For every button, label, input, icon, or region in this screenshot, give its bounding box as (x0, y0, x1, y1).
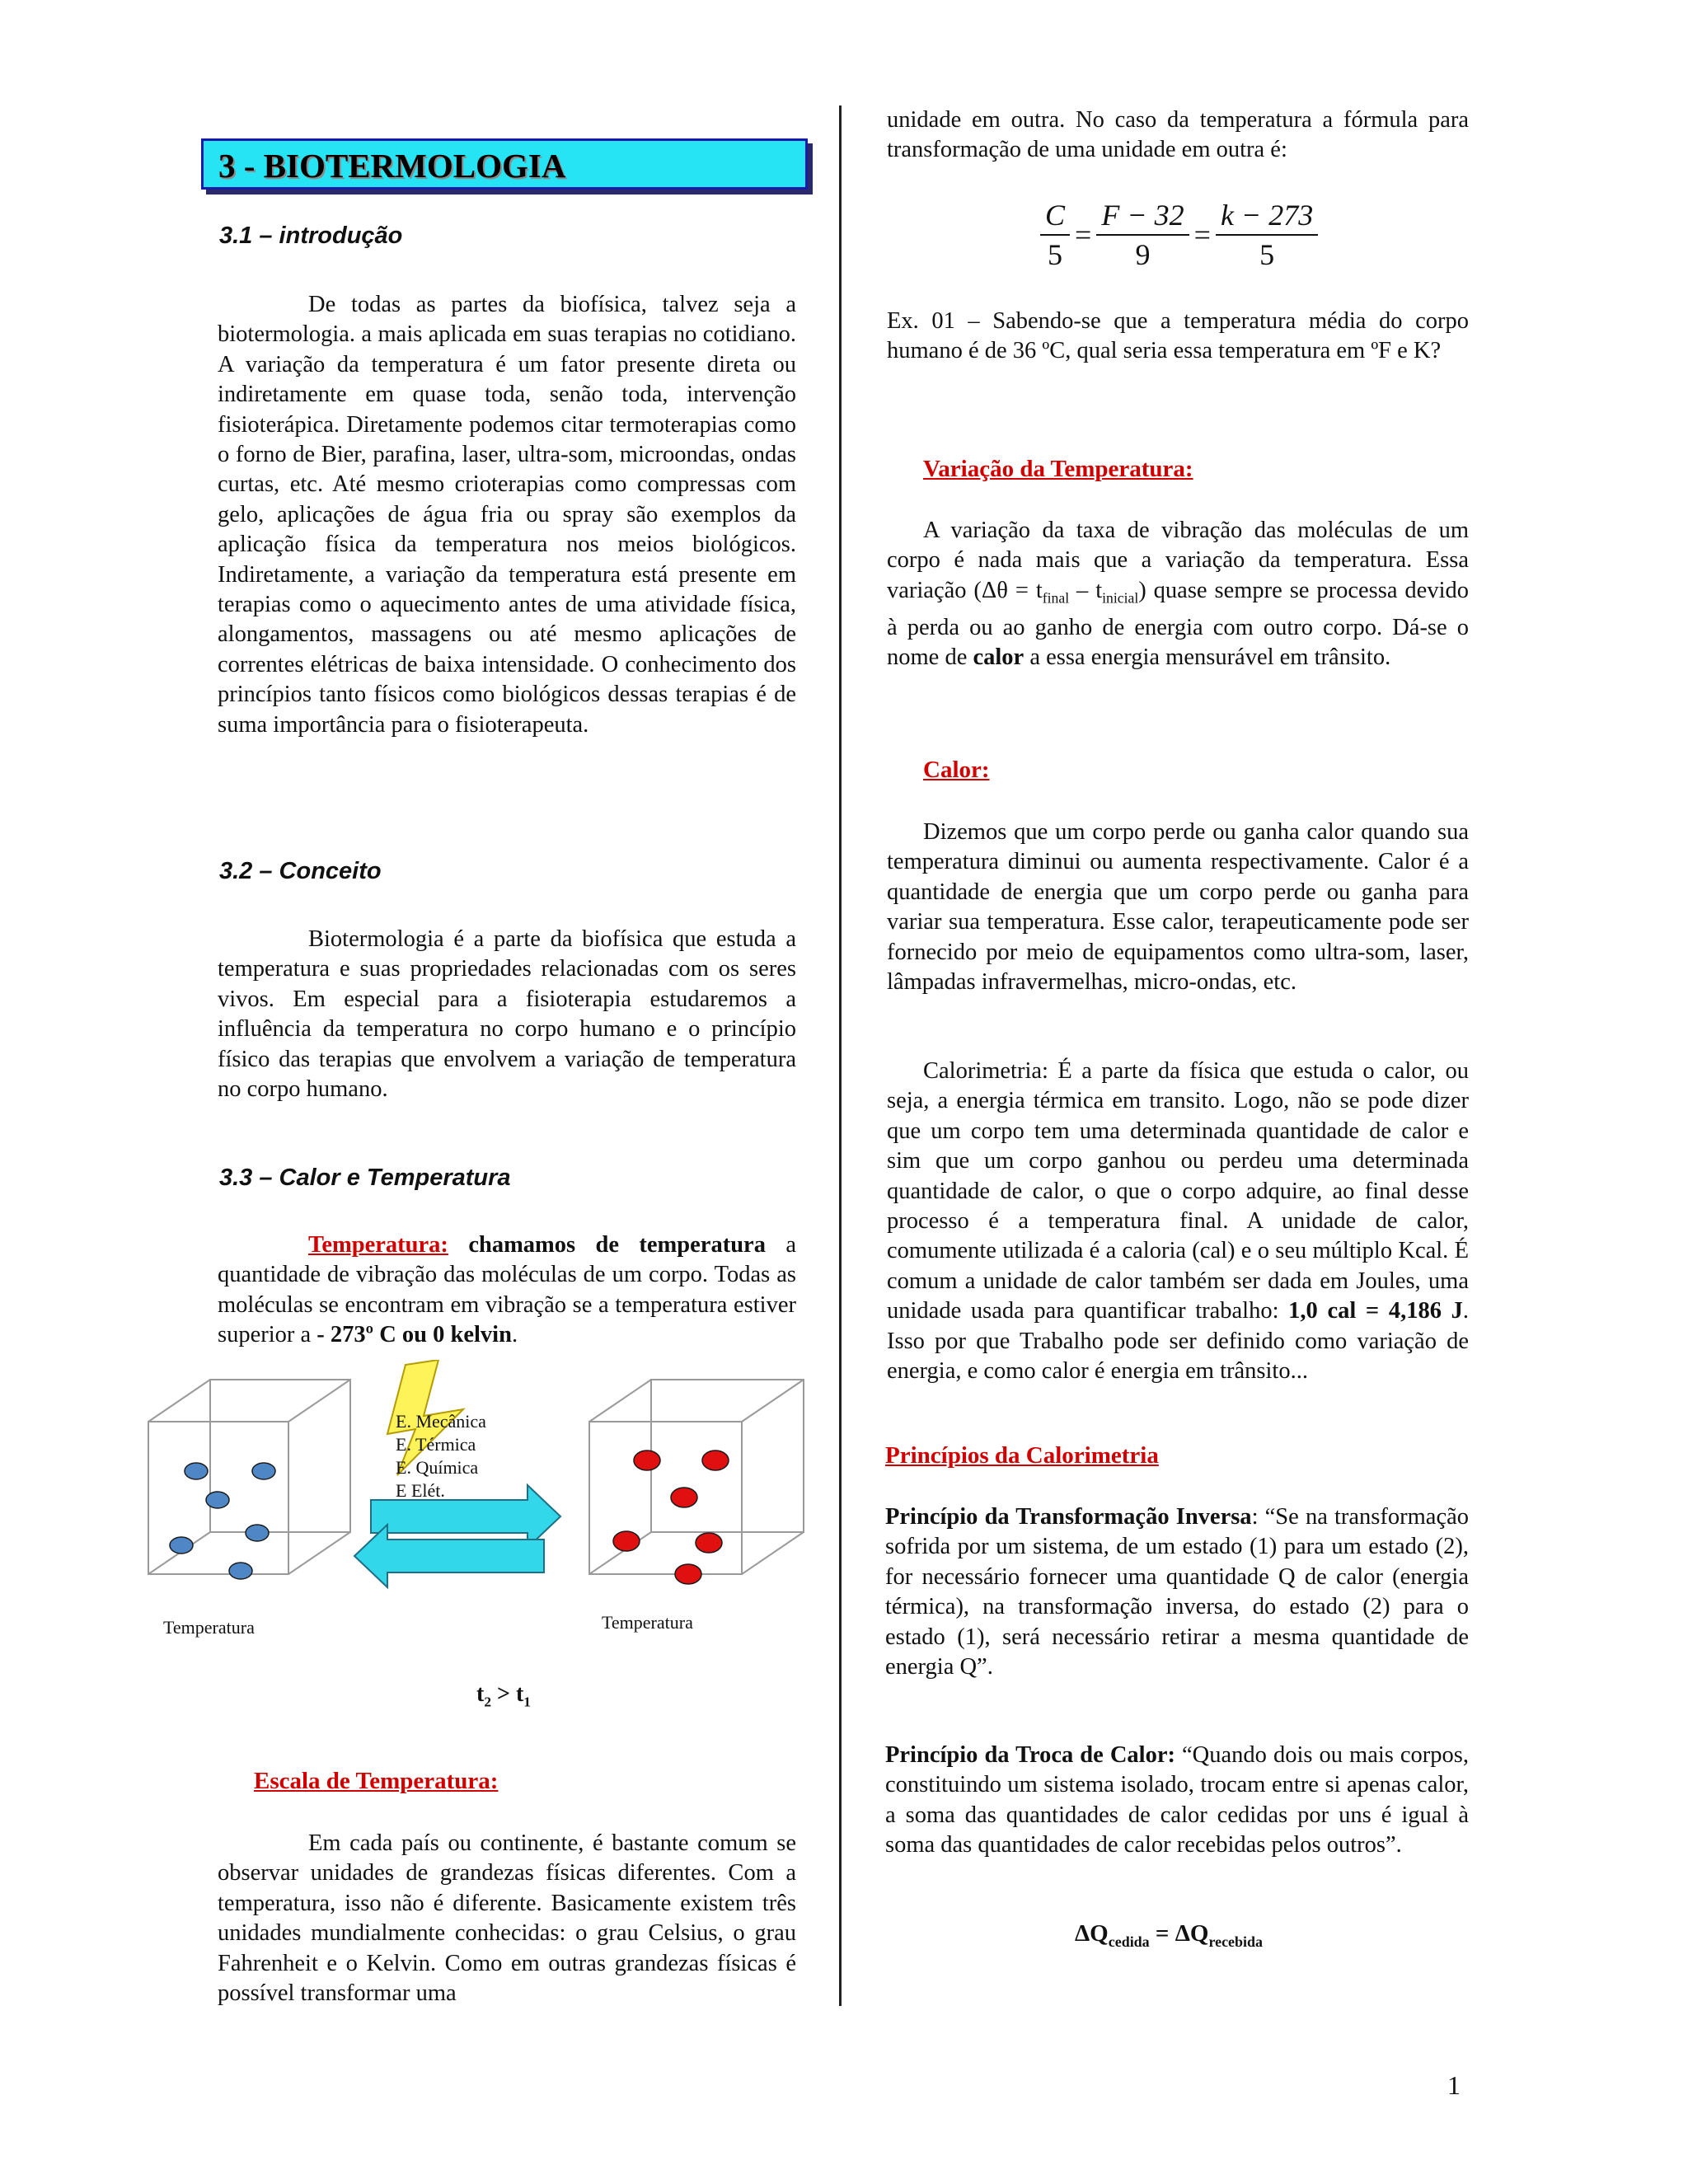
hot-molecule (675, 1564, 701, 1584)
arrow-left (354, 1525, 544, 1587)
formula-f: F − 32 (1096, 196, 1189, 236)
cold-molecule (252, 1463, 275, 1479)
relation-t2: t (476, 1681, 485, 1707)
figure-label-right: Temperatura (602, 1612, 693, 1633)
formula-d9: 9 (1135, 238, 1151, 271)
chapter-title-banner (201, 138, 808, 190)
molecule-figure (140, 1360, 824, 1640)
principle-inverse-text: : “Se na transformação sofrida por um sistema, de um estado (1) para um estado (2), for necessário fornecer uma quantidade Q de calor (energia térmica), na transformação inversa, do estado (2) para o estado (1), será necessário retirar a mesma quantidade de energia Q”. (885, 1504, 1469, 1680)
principle-inverse-bold: Princípio da Transformação Inversa (885, 1504, 1252, 1530)
temperature-bold-end: - 273º C ou 0 kelvin (316, 1322, 512, 1348)
hot-molecule (696, 1533, 722, 1553)
equation-lhs: ΔQ (1075, 1920, 1109, 1947)
example-paragraph: Ex. 01 – Sabendo-se que a temperatura média do corpo humano é de 36 ºC, qual seria essa temperatura em ºF e K? (887, 308, 1469, 364)
hot-molecule (671, 1488, 697, 1507)
equation-eq: = ΔQ (1149, 1920, 1209, 1947)
conversion-formula (1040, 196, 1318, 274)
intro-paragraph: De todas as partes da biofísica, talvez seja a biotermologia. a mais aplicada em suas terapias no cotidiano. A variação da temperatura é um fator presente direta ou indiretamente em quase toda, senão toda, intervenção fisioterápica. Diretamente podemos citar termoterapias como o forno de Bier, parafina, laser, ultra-som, microondas, ondas curtas, etc. Até mesmo crioterapias como compressas com gelo, aplicações de água fria ou spray são exemplos da aplicação física da temperatura nos meios biológicos. Indiretamente, a variação da temperatura está presente em terapias como o aquecimento antes de uma atividade física, alongamentos, massagens ou até mesmo aplicações de correntes elétricas de baixa intensidade. O conhecimento dos princípios tanto físicos como biológicos dessas terapias é de suma importância para o fisioterapeuta. (218, 292, 796, 738)
principle-inverse-paragraph (885, 1502, 1469, 1682)
cold-molecule (246, 1525, 269, 1541)
principle-exchange-bold: Princípio da Troca de Calor: (885, 1742, 1175, 1768)
concept-paragraph: Biotermologia é a parte da biofísica que estuda a temperatura e suas propriedades relacionadas com os seres vivos. Em especial para a fisioterapia estudaremos a influência da temperatura no corpo humano e o princípio físico das terapias que envolvem a variação de temperatura no corpo humano. (218, 926, 796, 1103)
principle-exchange-paragraph (885, 1741, 1469, 1861)
variation-sub-inicial: inicial (1102, 589, 1139, 607)
energy-label: E Elét. (396, 1480, 445, 1501)
page-number: 1 (1447, 2070, 1461, 2100)
equation-rhs-sub: recebida (1208, 1933, 1263, 1950)
heat-heading: Calor: (923, 757, 990, 783)
formula-eq1: = (1075, 218, 1092, 251)
temperature-paragraph (218, 1230, 796, 1351)
equation-lhs-sub: cedida (1108, 1933, 1150, 1950)
fraction-f (1096, 196, 1189, 274)
chapter-title: 3 - BIOTERMOLOGIA (218, 147, 566, 185)
section-heading-concept: 3.2 – Conceito (219, 858, 382, 884)
variation-paragraph (887, 516, 1469, 673)
relation-sub1: 1 (523, 1694, 531, 1710)
fraction-k (1216, 196, 1318, 274)
scale-paragraph: Em cada país ou continente, é bastante comum se observar unidades de grandezas físicas diferentes. Com a temperatura, isso não é diferente. Basicamente existem três unidades mundialmente conhecidas: o grau Celsius, o grau Fahrenheit e o Kelvin. Como em outras grandezas físicas é possível transformar uma (218, 1830, 796, 2007)
relation-gt: > t (491, 1681, 524, 1707)
variation-text2: ) quase sempre se processa devido à perda ou ao ganho de energia com outro corpo. Dá-se o nome de (887, 577, 1470, 671)
temperature-label: Temperatura: (308, 1232, 448, 1258)
scale-heading: Escala de Temperatura: (254, 1768, 499, 1794)
hot-molecule (613, 1531, 640, 1551)
cold-molecule (170, 1537, 193, 1554)
section-heading-heat-temperature: 3.3 – Calor e Temperatura (219, 1165, 511, 1191)
energy-label: E. Química (396, 1457, 479, 1478)
section-heading-intro: 3.1 – introdução (219, 223, 403, 249)
principles-heading: Princípios da Calorimetria (885, 1442, 1159, 1469)
variation-sub-final: final (1042, 589, 1070, 607)
calorimetry-paragraph (887, 1057, 1469, 1386)
cold-molecule (229, 1563, 252, 1579)
figure-label-left: Temperatura (163, 1617, 255, 1638)
temperature-text: a quantidade de vibração das moléculas de um corpo. Todas as moléculas se encontram em vibração se a temperatura estiver superior a (218, 1232, 796, 1348)
exchange-arrows (354, 1485, 560, 1587)
cold-molecules (170, 1463, 275, 1579)
temperature-text-end: . (511, 1322, 518, 1348)
variation-minus: – t (1069, 577, 1103, 603)
hot-molecules (613, 1451, 729, 1584)
relation-sub2: 2 (484, 1694, 492, 1710)
variation-text3: a essa energia mensurável em trânsito. (1024, 644, 1391, 671)
energy-label: E. Térmica (396, 1434, 476, 1455)
calorimetry-bold: 1,0 cal = 4,186 J (1288, 1298, 1463, 1324)
column-divider (839, 105, 842, 2006)
temperature-relation (476, 1681, 531, 1711)
formula-k: k − 273 (1216, 196, 1318, 236)
principle-exchange-text: “Quando dois ou mais corpos, constituindo um sistema isolado, trocam entre si apenas calor, a soma das quantidades de calor cedidas por uns é igual à soma das quantidades de calor recebidas pelos outros”. (885, 1742, 1469, 1858)
right-intro-paragraph: unidade em outra. No caso da temperatura a fórmula para transformação de uma unidade em outra é: (887, 107, 1469, 163)
calorimetry-text1: Calorimetria: É a parte da física que estuda o calor, ou seja, a energia térmica em transito. Logo, não se pode dizer que um corpo tem uma determinada quantidade de calor e sim que um corpo ganhou ou perdeu uma determinada quantidade de calor, o que o corpo adquire, ao final desse processo é a temperatura final. A unidade de calor, comumente utilizada é a caloria (cal) e o seu múltiplo Kcal. É comum a unidade de calor também ser dada em Joules, uma unidade usada para quantificar trabalho: (887, 1058, 1469, 1324)
cold-molecule (185, 1463, 208, 1479)
variation-heading: Variação da Temperatura: (923, 456, 1193, 482)
formula-d5b: 5 (1259, 238, 1275, 271)
hot-molecule (634, 1451, 660, 1470)
hot-molecule (702, 1451, 729, 1470)
heat-balance-equation (1075, 1920, 1263, 1951)
formula-c: C (1040, 196, 1070, 236)
energy-label: E. Mecânica (396, 1411, 486, 1432)
fraction-c (1040, 196, 1070, 274)
calorimetry-text2: . Isso por que Trabalho pode ser definido como variação de energia, e como calor é energia em trânsito... (887, 1298, 1469, 1385)
heat-paragraph: Dizemos que um corpo perde ou ganha calor quando sua temperatura diminui ou aumenta respectivamente. Calor é a quantidade de energia que um corpo perde ou ganha para variar sua temperatura. Esse calor, terapeuticamente pode ser fornecido por meio de equipamentos como ultra-som, laser, lâmpadas infravermelhas, micro-ondas, etc. (887, 819, 1469, 996)
cold-molecule (206, 1492, 229, 1508)
formula-eq2: = (1193, 218, 1211, 251)
temperature-bold: chamamos de temperatura (468, 1232, 766, 1258)
variation-text1: A variação da taxa de vibração das moléculas de um corpo é nada mais que a variação da temperatura. Essa variação (Δθ = t (887, 518, 1469, 603)
variation-bold: calor (973, 644, 1025, 671)
formula-d5a: 5 (1048, 238, 1062, 271)
